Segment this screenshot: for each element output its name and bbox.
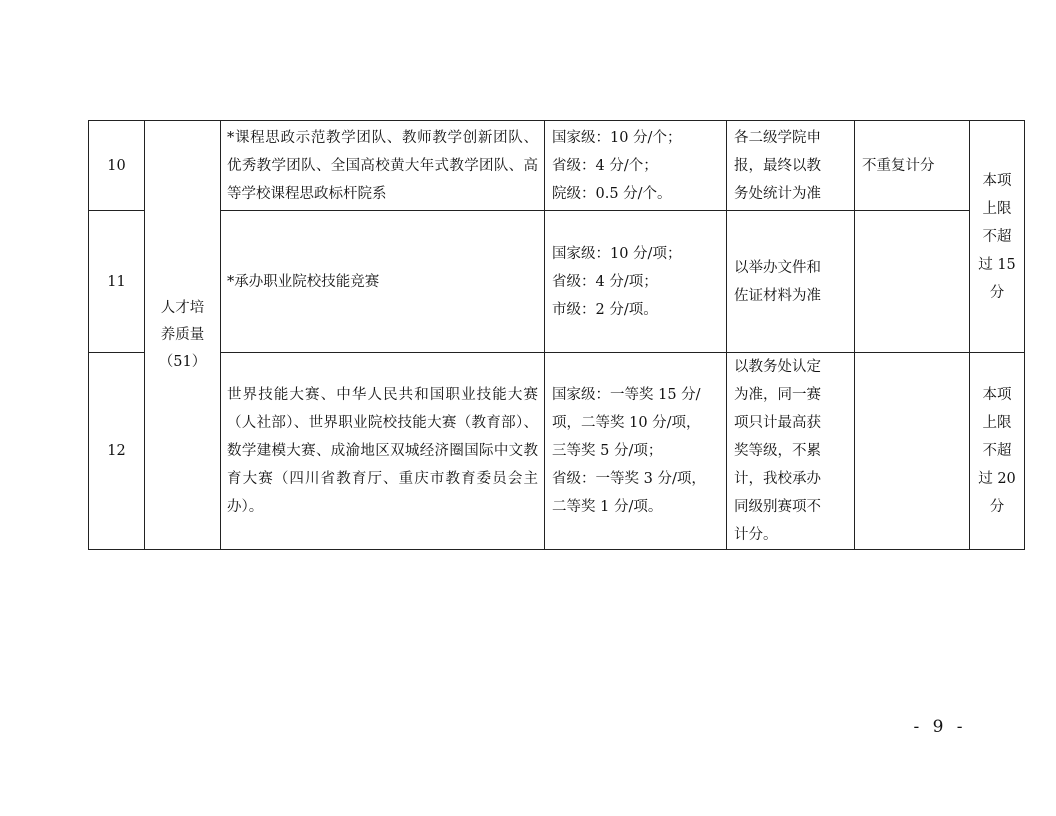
table-row-11 xyxy=(89,211,1025,353)
remark xyxy=(855,353,970,550)
page-number: - 9 - xyxy=(913,717,967,737)
remark xyxy=(855,211,970,353)
item-description: *课程思政示范教学团队、教师教学创新团队、优秀教学团队、全国高校黄大年式教学团队、高等学校课程思政标杆院系 xyxy=(221,121,545,211)
scoring-standard: 国家级：一等奖 15 分/ 项，二等奖 10 分/项， 三等奖 5 分/项； 省级：一等奖 3 分/项， 二等奖 1 分/项。 xyxy=(545,353,727,550)
evidence-basis: 以举办文件和 佐证材料为准 xyxy=(727,211,855,353)
item-description: 世界技能大赛、中华人民共和国职业技能大赛（人社部）、世界职业院校技能大赛（教育部）、数学建模大赛、成渝地区双城经济圈国际中文教育大赛（四川省教育厅、重庆市教育委员会主办）。 xyxy=(221,353,545,550)
row-number: 12 xyxy=(89,353,145,550)
row-number: 11 xyxy=(89,211,145,353)
table-row-12 xyxy=(89,353,1025,550)
remark: 不重复计分 xyxy=(855,121,970,211)
scoring-standard: 国家级：10 分/个； 省级：4 分/个； 院级：0.5 分/个。 xyxy=(545,121,727,211)
upper-limit-20: 本项 上限 不超 过 20 分 xyxy=(970,353,1025,550)
category-cell xyxy=(145,121,221,550)
table-row-10 xyxy=(89,121,1025,211)
category-points: （51） xyxy=(158,353,207,370)
category-label: 人才培 养质量 xyxy=(160,299,205,343)
evidence-basis: 各二级学院申 报，最终以教 务处统计为准 xyxy=(727,121,855,211)
upper-limit-15: 本项 上限 不超 过 15 分 xyxy=(970,121,1025,353)
scoring-standard: 国家级：10 分/项； 省级：4 分/项； 市级：2 分/项。 xyxy=(545,211,727,353)
item-description: *承办职业院校技能竞赛 xyxy=(221,211,545,353)
scoring-table xyxy=(88,120,1025,550)
row-number: 10 xyxy=(89,121,145,211)
evidence-basis: 以教务处认定 为准，同一赛 项只计最高获 奖等级，不累 计，我校承办 同级别赛项不 计分。 xyxy=(727,353,855,550)
